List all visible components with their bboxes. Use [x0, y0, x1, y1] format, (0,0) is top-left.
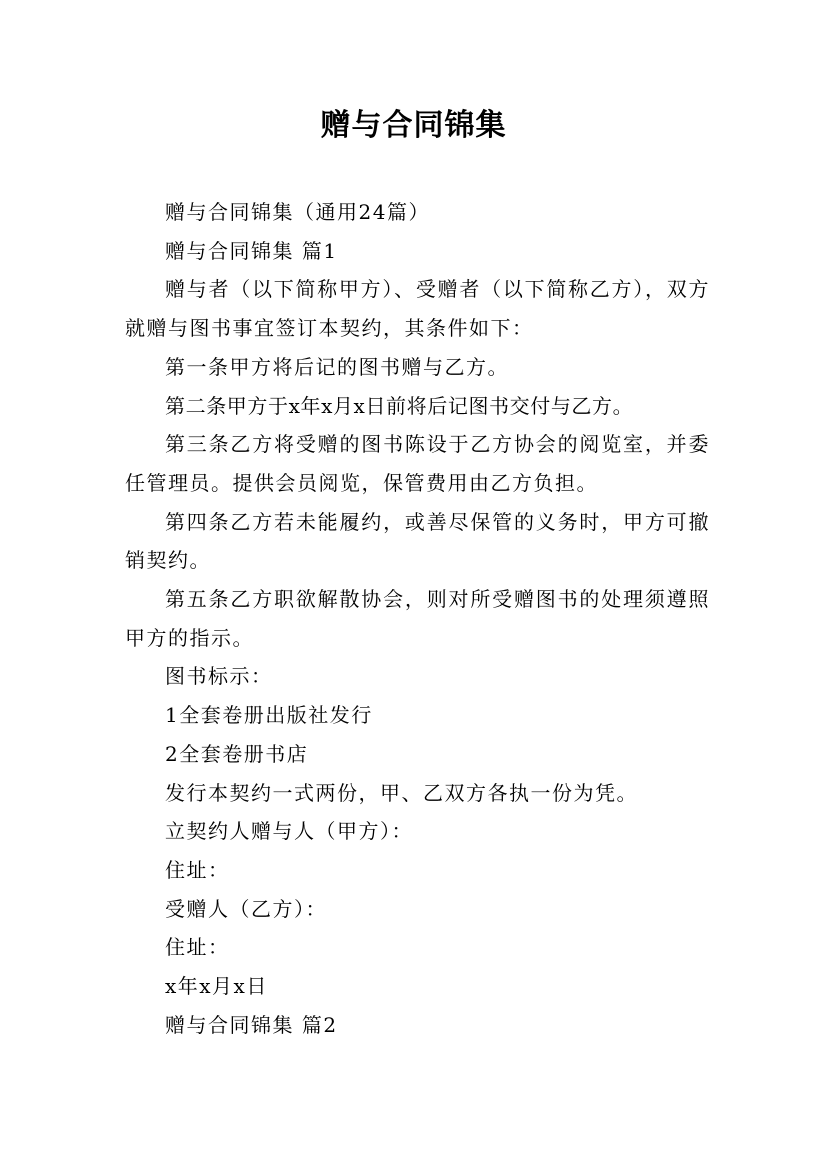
section-heading-1: 赠与合同锦集 篇1 [165, 238, 338, 263]
paragraph-recipient: 受赠人（乙方）： [165, 896, 327, 921]
collection-heading: 赠与合同锦集（通用24篇） [165, 200, 430, 224]
document-body [125, 193, 710, 1044]
paragraph-article-5: 第五条乙方职欲解散协会，则对所受赠图书的处理须遵照甲方的指示。 [125, 587, 710, 650]
paragraph-donor: 立契约人赠与人（甲方）： [165, 819, 413, 844]
paragraph-donor-address: 住址： [165, 857, 230, 882]
document-title: 赠与合同锦集 [320, 108, 507, 143]
paragraph-article-4: 第四条乙方若未能履约，或善尽保管的义务时，甲方可撤销契约。 [125, 509, 710, 573]
paragraph-book-label: 图书标示： [165, 664, 273, 689]
paragraph-book-item-2: 2全套卷册书店 [165, 741, 309, 766]
paragraph-article-1: 第一条甲方将后记的图书赠与乙方。 [165, 354, 509, 379]
paragraph-parties: 赠与者（以下简称甲方）、受赠者（以下简称乙方），双方就赠与图书事宜签订本契约，其条件如下： [125, 277, 710, 341]
paragraph-date: x年x月x日 [165, 974, 268, 999]
section-heading-2: 赠与合同锦集 篇2 [165, 1012, 338, 1037]
paragraph-recipient-address: 住址： [165, 935, 230, 960]
paragraph-book-item-1: 1全套卷册出版社发行 [165, 703, 373, 728]
paragraph-article-3: 第三条乙方将受赠的图书陈设于乙方协会的阅览室，并委任管理员。提供会员阅览，保管费用由乙方负担。 [125, 432, 710, 495]
paragraph-copies: 发行本契约一式两份，甲、乙双方各执一份为凭。 [165, 780, 638, 805]
paragraph-article-2: 第二条甲方于x年x月x日前将后记图书交付与乙方。 [165, 393, 634, 418]
